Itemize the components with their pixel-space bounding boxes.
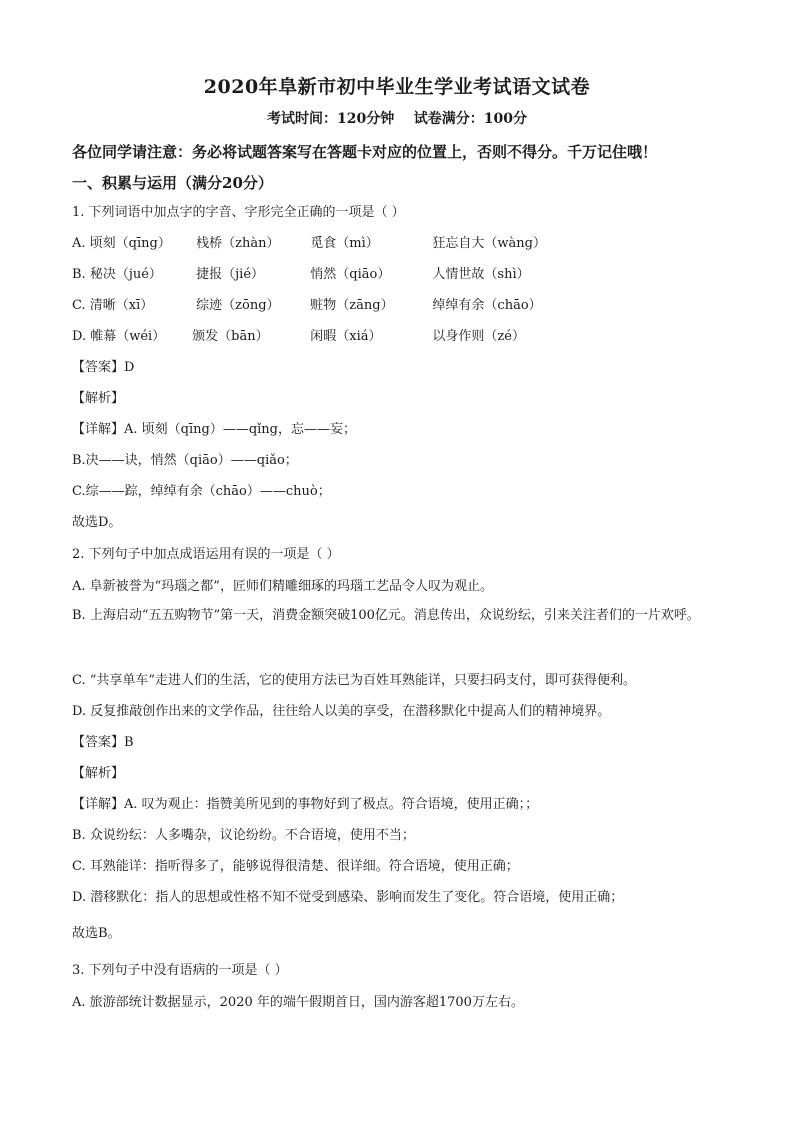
- q1-a-3: 觅食（mì）: [310, 236, 379, 251]
- q2-stem: 2. 下列句子中加点成语运用有误的一项是（ ）: [72, 547, 340, 562]
- q1-d-4: 以身作则（zé）: [432, 329, 525, 344]
- q1-a-4: 狂忘自大（wàng）: [432, 236, 546, 251]
- q2-analysis-label: 【解析】: [72, 766, 125, 781]
- q1-detail-4: 故选D。: [72, 515, 122, 530]
- q1-answer: 【答案】D: [72, 360, 135, 375]
- q1-d-3: 闲暇（xiá）: [310, 329, 382, 344]
- exam-notice: 各位同学请注意：务必将试题答案写在答题卡对应的位置上，否则不得分。千万记住哦！: [72, 143, 658, 161]
- q1-a-1: A. 顷刻（qīng）: [72, 236, 171, 251]
- q1-d-2: 颁发（bān）: [192, 329, 269, 344]
- q1-b-4: 人情世故（shì）: [432, 267, 530, 282]
- section-heading: 一、积累与运用（满分20分）: [72, 174, 273, 192]
- q1-stem: 1. 下列词语中加点字的字音、字形完全正确的一项是（ ）: [72, 205, 405, 220]
- q2-detail-1: 【详解】A. 叹为观止：指赞美所见到的事物好到了极点。符合语境，使用正确；；: [72, 797, 539, 812]
- q1-b-3: 悄然（qiāo）: [310, 267, 391, 282]
- q2-detail-2: B. 众说纷纭：人多嘴杂，议论纷纷。不合语境，使用不当；: [72, 828, 415, 843]
- q1-c-3: 赃物（zāng）: [310, 298, 394, 313]
- q2-detail-3: C. 耳熟能详：指听得多了，能够说得很清楚、很详细。符合语境，使用正确；: [72, 859, 519, 874]
- q2-option-b: B. 上海启动“五五购物节”第一天，消费金额突破100亿元。消息传出，众说纷纭，引来关注者们的一片欢呼。: [72, 608, 700, 623]
- q1-option-d: [72, 328, 732, 346]
- q1-option-b: [72, 266, 732, 284]
- q2-answer: 【答案】B: [72, 735, 134, 750]
- q1-option-a: [72, 235, 732, 253]
- q1-b-1: B. 秘决（jué）: [72, 267, 162, 282]
- q1-analysis-label: 【解析】: [72, 391, 125, 406]
- q2-option-c: C. “共享单车”走进人们的生活，它的使用方法已为百姓耳熟能详，只要扫码支付，即可获得便利。: [72, 673, 637, 688]
- exam-title: 2020年阜新市初中毕业生学业考试语文试卷: [203, 76, 591, 98]
- q1-d-1: D. 帷幕（wéi）: [72, 329, 166, 344]
- q1-c-4: 绰绰有余（chāo）: [432, 298, 542, 313]
- q1-option-c: [72, 297, 732, 315]
- q1-a-2: 栈桥（zhàn）: [196, 236, 280, 251]
- q3-stem: 3. 下列句子中没有语病的一项是（ ）: [72, 963, 288, 978]
- q2-detail-4: D. 潜移默化：指人的思想或性格不知不觉受到感染、影响而发生了变化。符合语境，使用正确；: [72, 890, 624, 905]
- q1-b-2: 捷报（jié）: [196, 267, 265, 282]
- q1-detail-3: C.综——踪，绰绰有余（chāo）——chuò；: [72, 484, 331, 499]
- q1-detail-2: B.决——诀，悄然（qiāo）——qiǎo；: [72, 453, 298, 468]
- q1-detail-1: 【详解】A. 顷刻（qīng）——qǐng，忘——妄；: [72, 422, 357, 437]
- q1-c-1: C. 清晰（xī）: [72, 298, 154, 313]
- q3-option-a: A. 旅游部统计数据显示，2020 年的端午假期首日，国内游客超1700万左右。: [72, 995, 524, 1010]
- exam-subtitle: 考试时间：120分钟 试卷满分：100分: [267, 111, 527, 127]
- q2-detail-5: 故选B。: [72, 926, 121, 941]
- q2-option-a: A. 阜新被誉为“玛瑙之都”，匠师们精雕细琢的玛瑙工艺品令人叹为观止。: [72, 579, 493, 594]
- q1-c-2: 综迹（zōng）: [196, 298, 280, 313]
- q2-option-d: D. 反复推敲创作出来的文学作品，往往给人以美的享受，在潜移默化中提高人们的精神境界。: [72, 704, 611, 719]
